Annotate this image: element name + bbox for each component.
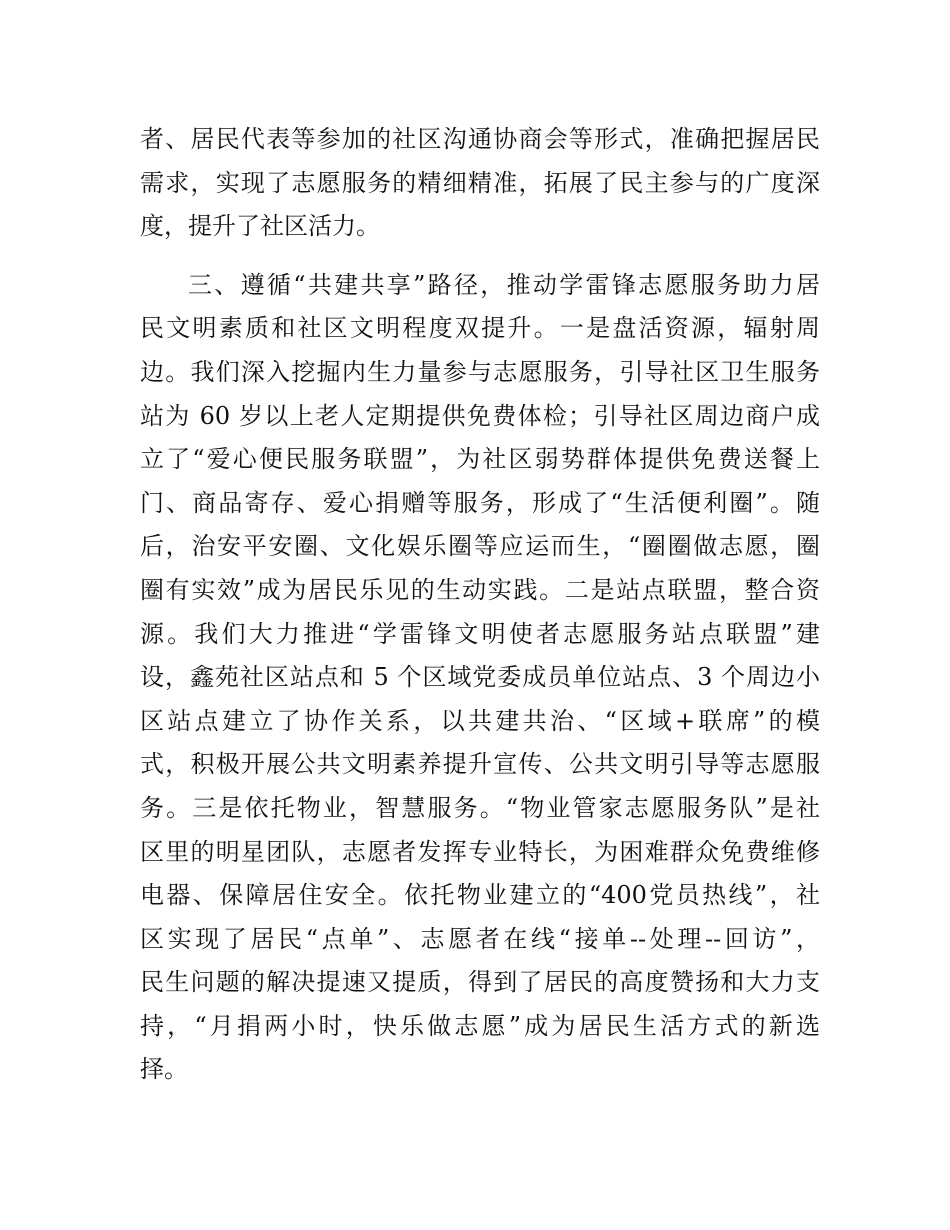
paragraph-1-line-3: 度，提升了社区活力。 bbox=[140, 212, 380, 241]
paragraph-1-line-2: 需求，实现了志愿服务的精细精准，拓展了民主参与的广度深 bbox=[140, 168, 820, 197]
paragraph-2-line-19: 择。 bbox=[140, 1055, 188, 1084]
paragraph-2-line-6: 门、商品寄存、爱心捐赠等服务，形成了“生活便利圈”。随 bbox=[140, 488, 820, 517]
paragraph-2-line-17: 民生问题的解决提速又提质，得到了居民的高度赞扬和大力支 bbox=[140, 968, 820, 997]
paragraph-2-line-15: 电器、保障居住安全。依托物业建立的“400党员热线”，社 bbox=[140, 881, 820, 910]
paragraph-1-line-1: 者、居民代表等参加的社区沟通协商会等形式，准确把握居民 bbox=[140, 125, 820, 153]
paragraph-spacer bbox=[140, 249, 820, 264]
document-body bbox=[140, 118, 820, 1092]
paragraph-2-line-12: 式，积极开展公共文明素养提升宣传、公共文明引导等志愿服 bbox=[140, 750, 820, 779]
paragraph-2-line-13: 务。三是依托物业，智慧服务。“物业管家志愿服务队”是社 bbox=[140, 793, 820, 822]
paragraph-2-line-9: 源。我们大力推进“学雷锋文明使者志愿服务站点联盟”建 bbox=[140, 619, 820, 648]
paragraph-2-line-3: 边。我们深入挖掘内生力量参与志愿服务，引导社区卫生服务 bbox=[140, 357, 820, 386]
paragraph-2-line-18: 持，“月捐两小时，快乐做志愿”成为居民生活方式的新选 bbox=[140, 1011, 820, 1040]
paragraph-2-line-1: 三、遵循“共建共享”路径，推动学雷锋志愿服务助力居 bbox=[188, 270, 820, 299]
paragraph-2-line-16: 区实现了居民“点单”、志愿者在线“接单--处理--回访”， bbox=[140, 924, 820, 953]
paragraph-2-line-8: 圈有实效”成为居民乐见的生动实践。二是站点联盟，整合资 bbox=[140, 575, 820, 604]
paragraph-2-line-5: 立了“爱心便民服务联盟”，为社区弱势群体提供免费送餐上 bbox=[140, 445, 820, 474]
paragraph-2-line-4: 站为 60 岁以上老人定期提供免费体检；引导社区周边商户成 bbox=[140, 401, 820, 430]
paragraph-2-line-11: 区站点建立了协作关系，以共建共治、“区域+联席”的模 bbox=[140, 706, 820, 735]
paragraph-2-line-10: 设，鑫苑社区站点和 5 个区域党委成员单位站点、3 个周边小 bbox=[140, 663, 820, 692]
paragraph-2-line-14: 区里的明星团队，志愿者发挥专业特长，为困难群众免费维修 bbox=[140, 837, 820, 866]
paragraph-2-line-7: 后，治安平安圈、文化娱乐圈等应运而生，“圈圈做志愿，圈 bbox=[140, 532, 820, 561]
paragraph-2-line-2: 民文明素质和社区文明程度双提升。一是盘活资源，辐射周 bbox=[140, 314, 820, 343]
